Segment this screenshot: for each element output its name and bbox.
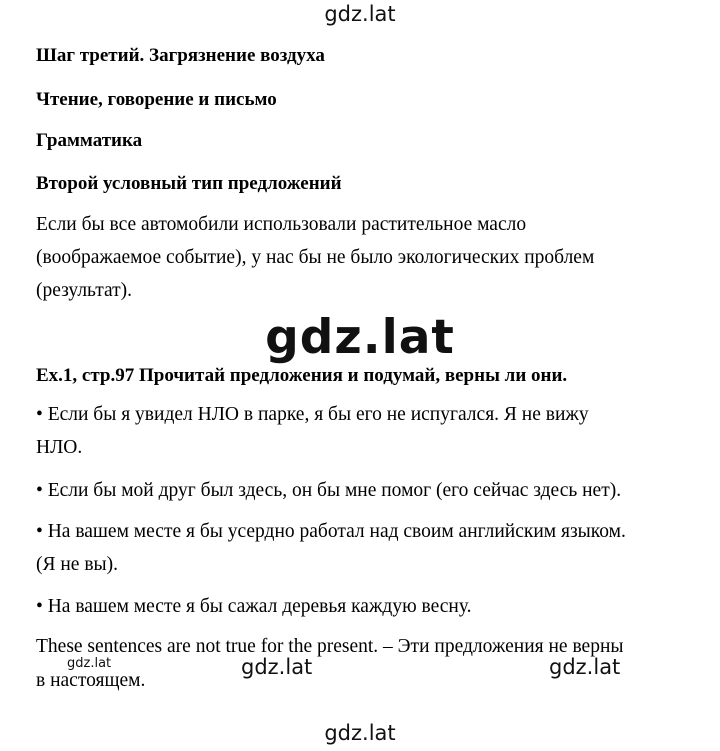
watermark-bottom-center: gdz.lat <box>324 721 396 745</box>
example-line-2: (воображаемое событие), у нас бы не было экологических проблем <box>36 247 595 268</box>
conclusion-line-1: These sentences are not true for the present. – Эти предложения не верны <box>36 636 624 657</box>
grammar-heading: Грамматика <box>36 130 143 151</box>
list-item-4: • На вашем месте я бы сажал деревья каждую весну. <box>36 596 472 617</box>
example-line-1: Если бы все автомобили использовали растительное масло <box>36 214 527 235</box>
exercise-title: Ex.1, стр.97 Прочитай предложения и подумай, верны ли они. <box>36 365 568 386</box>
step-heading: Шаг третий. Загрязнение воздуха <box>36 45 325 66</box>
watermark-small: gdz.lat <box>67 656 112 671</box>
example-line-3: (результат). <box>36 280 133 301</box>
watermark-bottom-right: gdz.lat <box>549 655 621 679</box>
list-item-1-line-2: НЛО. <box>36 437 83 458</box>
topic-heading: Второй условный тип предложений <box>36 173 342 194</box>
list-item-3-line-2: (Я не вы). <box>36 554 119 575</box>
list-item-3-line-1: • На вашем месте я бы усердно работал над своим английским языком. <box>36 521 626 542</box>
watermark-top: gdz.lat <box>324 2 396 26</box>
conclusion-line-2: в настоящем. <box>36 670 146 691</box>
skills-heading: Чтение, говорение и письмо <box>36 89 277 110</box>
list-item-1-line-1: • Если бы я увидел НЛО в парке, я бы его не испугался. Я не вижу <box>36 404 589 425</box>
watermark-middle: gdz.lat <box>265 310 455 365</box>
list-item-2: • Если бы мой друг был здесь, он бы мне помог (его сейчас здесь нет). <box>36 480 622 501</box>
watermark-bottom-left: gdz.lat <box>241 655 313 679</box>
